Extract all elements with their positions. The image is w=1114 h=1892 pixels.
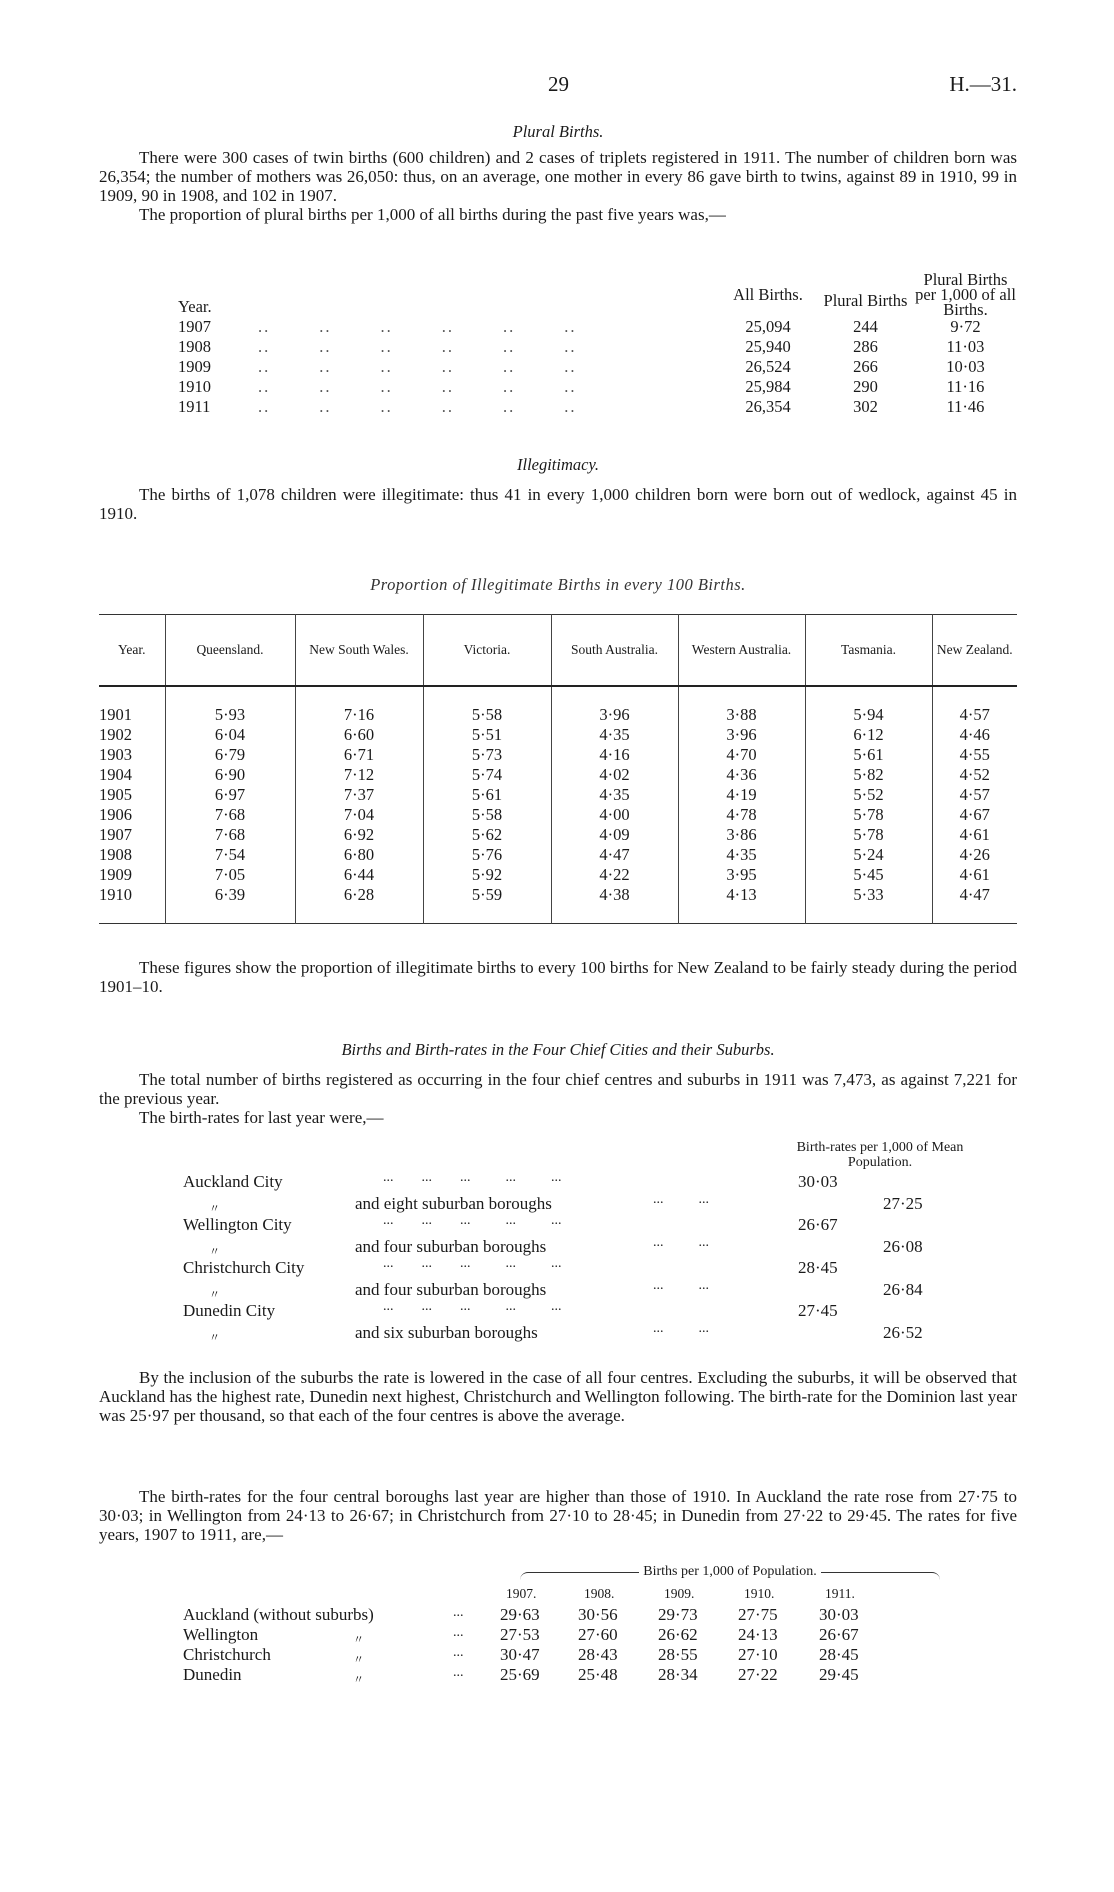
cities-rates-list bbox=[183, 1172, 1003, 1344]
rate-cell: 4·78 bbox=[678, 805, 805, 825]
rate-cell: 5·78 bbox=[805, 805, 932, 825]
dot-leader: .. .. .. .. .. .. bbox=[258, 377, 577, 396]
section-title-cities: Births and Birth-rates in the Four Chief Cities and their Suburbs. bbox=[341, 1040, 775, 1059]
five-year-group-header: Births per 1,000 of Population. bbox=[520, 1572, 940, 1589]
illegitimacy-note: These figures show the proportion of illegitimate births to every 100 births for New Zealand to be fairly steady during the period 1901–10. bbox=[99, 958, 1017, 996]
rate-cell: 25·48 bbox=[578, 1665, 618, 1684]
per-thousand-cell: 11·46 bbox=[946, 397, 985, 416]
column-header: New South Wales. bbox=[295, 615, 423, 687]
ditto-mark: 〃 bbox=[209, 1332, 220, 1344]
rate-cell: 6·90 bbox=[165, 765, 295, 785]
page-number: 29 bbox=[548, 72, 569, 96]
ditto-mark: 〃 bbox=[209, 1289, 220, 1301]
table-row bbox=[99, 805, 1017, 825]
rate-cell: 5·82 bbox=[805, 765, 932, 785]
table-row bbox=[183, 1665, 963, 1685]
year-cell: 1909 bbox=[99, 865, 132, 884]
rate-cell: 4·55 bbox=[932, 745, 1017, 765]
rate-cell: 4·35 bbox=[678, 845, 805, 865]
illegitimacy-table bbox=[99, 614, 1017, 924]
plural-births-cell: 290 bbox=[853, 377, 878, 396]
rate-cell: 6·71 bbox=[295, 745, 423, 765]
table-row bbox=[99, 865, 1017, 885]
table-row bbox=[99, 725, 1017, 745]
rate-cell: 7·68 bbox=[165, 805, 295, 825]
dot-leader: .. .. .. .. .. .. bbox=[258, 397, 577, 416]
dot-leader: ... ... bbox=[653, 1235, 709, 1250]
city-name: Wellington City bbox=[183, 1215, 292, 1234]
dot-leader: ... ... bbox=[653, 1321, 709, 1336]
year-cell: 1907 bbox=[178, 317, 211, 336]
rate-cell: 4·47 bbox=[551, 845, 678, 865]
rate-cell: 27·75 bbox=[738, 1605, 778, 1624]
year-cell: 1904 bbox=[99, 765, 132, 784]
per-thousand-cell: 11·03 bbox=[946, 337, 985, 356]
suburbs-label: and four suburban boroughs bbox=[355, 1237, 547, 1256]
city-name: Wellington bbox=[183, 1625, 259, 1644]
year-cell: 1901 bbox=[99, 705, 132, 724]
year-cell: 1910 bbox=[99, 885, 132, 904]
rate-cell: 26·62 bbox=[658, 1625, 698, 1644]
column-header: Queensland. bbox=[165, 615, 295, 687]
year-header: 1910. bbox=[744, 1586, 775, 1601]
table-row bbox=[183, 1645, 963, 1665]
table-row bbox=[99, 785, 1017, 805]
table-row bbox=[183, 1605, 963, 1625]
rate-cell: 5·45 bbox=[805, 865, 932, 885]
table-row bbox=[178, 397, 1018, 417]
rate-cell: 5·93 bbox=[165, 705, 295, 725]
rate-cell: 4·47 bbox=[932, 885, 1017, 905]
all-births-cell: 25,940 bbox=[745, 337, 791, 356]
rate-cell: 26·67 bbox=[819, 1625, 859, 1644]
year-cell: 1908 bbox=[99, 845, 132, 864]
year-cell: 1905 bbox=[99, 785, 132, 804]
suburbs-row bbox=[183, 1194, 1003, 1215]
table-row bbox=[178, 357, 1018, 377]
column-header: Tasmania. bbox=[805, 615, 932, 687]
rate-cell: 4·70 bbox=[678, 745, 805, 765]
rate-cell: 5·78 bbox=[805, 825, 932, 845]
per-thousand-cell: 11·16 bbox=[946, 377, 985, 396]
table-row bbox=[99, 745, 1017, 765]
rate-cell: 6·28 bbox=[295, 885, 423, 905]
cities-paragraph-3: The birth-rates for the four central boroughs last year are higher than those of 1910. In Auckland the rate rose from 27·75 to 30·03; in Wellington from 24·13 to 26·67; in Christchurch from 27·10 to 28·45; in Dunedin from 27·22 to 29·45. The rates for five years, 1907 to 1911, are,— bbox=[99, 1487, 1017, 1544]
cities-rate-header: Birth-rates per 1,000 of Mean Population. bbox=[796, 1140, 964, 1170]
table-row bbox=[178, 317, 1018, 337]
rate-cell: 5·24 bbox=[805, 845, 932, 865]
rate-cell: 7·54 bbox=[165, 845, 295, 865]
city-row bbox=[183, 1172, 1003, 1194]
city-name: Christchurch bbox=[183, 1645, 271, 1664]
rate-cell: 3·96 bbox=[678, 725, 805, 745]
all-births-cell: 26,524 bbox=[745, 357, 791, 376]
suburbs-row bbox=[183, 1280, 1003, 1301]
city-name: Christchurch City bbox=[183, 1258, 305, 1277]
column-header: Western Australia. bbox=[678, 615, 805, 687]
per-thousand-cell: 10·03 bbox=[946, 357, 985, 376]
rate-cell: 4·67 bbox=[932, 805, 1017, 825]
rate-cell: 28·43 bbox=[578, 1645, 618, 1664]
rate-cell: 4·61 bbox=[932, 825, 1017, 845]
dot-leader: ... ... ... ... ... bbox=[383, 1170, 562, 1185]
dot-leader: ... bbox=[453, 1645, 464, 1660]
all-births-cell: 25,094 bbox=[745, 317, 791, 336]
plural-births-cell: 302 bbox=[853, 397, 878, 416]
table-row bbox=[99, 885, 1017, 905]
rate-cell: 30·47 bbox=[500, 1645, 540, 1664]
rate-cell: 28·34 bbox=[658, 1665, 698, 1684]
plural-births-cell: 266 bbox=[853, 357, 878, 376]
rate-cell: 5·61 bbox=[805, 745, 932, 765]
city-name: Dunedin bbox=[183, 1665, 242, 1684]
rate-cell: 25·69 bbox=[500, 1665, 540, 1684]
year-header: 1909. bbox=[664, 1586, 695, 1601]
table-row bbox=[99, 705, 1017, 725]
rate-cell: 28·45 bbox=[819, 1645, 859, 1664]
rate-cell: 5·73 bbox=[423, 745, 551, 765]
rate-cell: 3·88 bbox=[678, 705, 805, 725]
year-header: 1911. bbox=[825, 1586, 855, 1601]
rate-cell: 6·92 bbox=[295, 825, 423, 845]
rate-cell: 5·94 bbox=[805, 705, 932, 725]
city-rate: 26·67 bbox=[798, 1215, 838, 1234]
rate-cell: 4·13 bbox=[678, 885, 805, 905]
illegitimacy-table-title: Proportion of Illegitimate Births in every 100 Births. bbox=[370, 575, 746, 594]
header-year: Year. bbox=[178, 297, 212, 316]
year-header: 1907. bbox=[506, 1586, 537, 1601]
rate-cell: 6·60 bbox=[295, 725, 423, 745]
rate-cell: 5·76 bbox=[423, 845, 551, 865]
ditto-mark: 〃 bbox=[209, 1246, 220, 1258]
table-row bbox=[178, 337, 1018, 357]
per-thousand-cell: 9·72 bbox=[950, 317, 981, 336]
header-plural-births: Plural Births bbox=[823, 291, 908, 310]
ditto-mark: 〃 bbox=[353, 1654, 364, 1666]
rate-cell: 29·63 bbox=[500, 1605, 540, 1624]
rate-cell: 4·22 bbox=[551, 865, 678, 885]
rate-cell: 27·22 bbox=[738, 1665, 778, 1684]
rate-cell: 3·95 bbox=[678, 865, 805, 885]
table-row bbox=[99, 845, 1017, 865]
city-row bbox=[183, 1301, 1003, 1323]
suburbs-rate: 26·52 bbox=[883, 1323, 923, 1342]
rate-cell: 4·16 bbox=[551, 745, 678, 765]
plural-births-cell: 244 bbox=[853, 317, 878, 336]
dot-leader: ... ... ... ... ... bbox=[383, 1256, 562, 1271]
rate-cell: 27·60 bbox=[578, 1625, 618, 1644]
rate-cell: 5·58 bbox=[423, 805, 551, 825]
suburbs-label: and four suburban boroughs bbox=[355, 1280, 547, 1299]
rate-cell: 4·36 bbox=[678, 765, 805, 785]
section-title-illegitimacy: Illegitimacy. bbox=[516, 455, 600, 474]
cities-paragraph-2: By the inclusion of the suburbs the rate is lowered in the case of all four centres. Excluding the suburbs, it will be observed that Auckland has the highest rate, Dunedin next highest, Christchurch and Wellington following. The birth-rate for the Dominion last year was 25·97 per thousand, so that each of the four centres is above the average. bbox=[99, 1368, 1017, 1425]
table-row bbox=[178, 377, 1018, 397]
rate-cell: 4·35 bbox=[551, 725, 678, 745]
rate-cell: 27·53 bbox=[500, 1625, 540, 1644]
rate-cell: 4·26 bbox=[932, 845, 1017, 865]
rate-cell: 6·80 bbox=[295, 845, 423, 865]
rate-cell: 4·35 bbox=[551, 785, 678, 805]
dot-leader: .. .. .. .. .. .. bbox=[258, 357, 577, 376]
rate-cell: 4·61 bbox=[932, 865, 1017, 885]
rate-cell: 6·39 bbox=[165, 885, 295, 905]
dot-leader: ... bbox=[453, 1625, 464, 1640]
year-cell: 1902 bbox=[99, 725, 132, 744]
city-row bbox=[183, 1258, 1003, 1280]
rate-cell: 5·61 bbox=[423, 785, 551, 805]
year-cell: 1909 bbox=[178, 357, 211, 376]
rate-cell: 30·03 bbox=[819, 1605, 859, 1624]
dot-leader: .. .. .. .. .. .. bbox=[258, 317, 577, 336]
rate-cell: 24·13 bbox=[738, 1625, 778, 1644]
header-per-thousand: Plural Births per 1,000 of all Births. bbox=[915, 270, 1016, 319]
rate-cell: 4·00 bbox=[551, 805, 678, 825]
rate-cell: 7·68 bbox=[165, 825, 295, 845]
column-header: Victoria. bbox=[423, 615, 551, 687]
year-cell: 1907 bbox=[99, 825, 132, 844]
rate-cell: 5·59 bbox=[423, 885, 551, 905]
dot-leader: ... ... ... ... ... bbox=[383, 1299, 562, 1314]
rate-cell: 4·57 bbox=[932, 705, 1017, 725]
suburbs-rate: 27·25 bbox=[883, 1194, 923, 1213]
rate-cell: 5·74 bbox=[423, 765, 551, 785]
all-births-cell: 25,984 bbox=[745, 377, 791, 396]
city-rate: 27·45 bbox=[798, 1301, 838, 1320]
rate-cell: 7·04 bbox=[295, 805, 423, 825]
five-year-table bbox=[183, 1583, 963, 1685]
dot-leader: ... bbox=[453, 1665, 464, 1680]
suburbs-rate: 26·08 bbox=[883, 1237, 923, 1256]
rate-cell: 5·62 bbox=[423, 825, 551, 845]
dot-leader: ... bbox=[453, 1605, 464, 1620]
rate-cell: 6·44 bbox=[295, 865, 423, 885]
rate-cell: 4·57 bbox=[932, 785, 1017, 805]
rate-cell: 28·55 bbox=[658, 1645, 698, 1664]
rate-cell: 30·56 bbox=[578, 1605, 618, 1624]
dot-leader: ... ... bbox=[653, 1278, 709, 1293]
rate-cell: 7·05 bbox=[165, 865, 295, 885]
dot-leader: ... ... ... ... ... bbox=[383, 1213, 562, 1228]
cities-paragraph: The total number of births registered as occurring in the four chief centres and suburbs in 1911 was 7,473, as against 7,221 for the previous year. bbox=[99, 1070, 1017, 1108]
column-header: South Australia. bbox=[551, 615, 678, 687]
rate-cell: 5·58 bbox=[423, 705, 551, 725]
rate-cell: 4·46 bbox=[932, 725, 1017, 745]
city-rate: 28·45 bbox=[798, 1258, 838, 1277]
suburbs-row bbox=[183, 1237, 1003, 1258]
city-name: Dunedin City bbox=[183, 1301, 276, 1320]
all-births-cell: 26,354 bbox=[745, 397, 791, 416]
column-header: Year. bbox=[117, 642, 146, 657]
table-row bbox=[99, 825, 1017, 845]
rate-cell: 6·04 bbox=[165, 725, 295, 745]
table-row bbox=[183, 1625, 963, 1645]
rate-cell: 5·33 bbox=[805, 885, 932, 905]
ditto-mark: 〃 bbox=[353, 1674, 364, 1686]
cities-intro: The birth-rates for last year were,— bbox=[139, 1108, 384, 1127]
rate-cell: 3·96 bbox=[551, 705, 678, 725]
rate-cell: 4·38 bbox=[551, 885, 678, 905]
rate-cell: 6·97 bbox=[165, 785, 295, 805]
plural-births-table bbox=[178, 262, 1018, 417]
rate-cell: 5·51 bbox=[423, 725, 551, 745]
rate-cell: 7·16 bbox=[295, 705, 423, 725]
rate-cell: 5·52 bbox=[805, 785, 932, 805]
year-cell: 1906 bbox=[99, 805, 132, 824]
dot-leader: ... ... bbox=[653, 1192, 709, 1207]
year-cell: 1908 bbox=[178, 337, 211, 356]
rate-cell: 29·45 bbox=[819, 1665, 859, 1684]
rate-cell: 7·12 bbox=[295, 765, 423, 785]
rate-cell: 6·12 bbox=[805, 725, 932, 745]
table-row bbox=[99, 765, 1017, 785]
city-row bbox=[183, 1215, 1003, 1237]
rate-cell: 6·79 bbox=[165, 745, 295, 765]
suburbs-label: and eight suburban boroughs bbox=[355, 1194, 552, 1213]
suburbs-label: and six suburban boroughs bbox=[355, 1323, 538, 1342]
year-cell: 1903 bbox=[99, 745, 132, 764]
suburbs-row bbox=[183, 1323, 1003, 1344]
illegitimacy-paragraph: The births of 1,078 children were illegitimate: thus 41 in every 1,000 children born were born out of wedlock, against 45 in 1910. bbox=[99, 485, 1017, 523]
city-rate: 30·03 bbox=[798, 1172, 838, 1191]
year-cell: 1911 bbox=[178, 397, 211, 416]
plural-births-paragraph: There were 300 cases of twin births (600 children) and 2 cases of triplets registered in 1911. The number of children born was 26,354; the number of mothers was 26,050: thus, on an average, one mother in every 86 gave birth to twins, against 89 in 1910, 99 in 1909, 90 in 1908, and 102 in 1907. bbox=[99, 148, 1017, 205]
plural-births-intro: The proportion of plural births per 1,000 of all births during the past five years was,— bbox=[139, 205, 726, 224]
header-all-births: All Births. bbox=[733, 285, 803, 304]
rate-cell: 5·92 bbox=[423, 865, 551, 885]
column-header: New Zealand. bbox=[932, 615, 1017, 687]
section-title-plural-births: Plural Births. bbox=[512, 122, 604, 141]
suburbs-rate: 26·84 bbox=[883, 1280, 923, 1299]
dot-leader: .. .. .. .. .. .. bbox=[258, 337, 577, 356]
rate-cell: 4·19 bbox=[678, 785, 805, 805]
report-reference: H.—31. bbox=[949, 72, 1017, 96]
year-cell: 1910 bbox=[178, 377, 211, 396]
ditto-mark: 〃 bbox=[353, 1634, 364, 1646]
rate-cell: 4·02 bbox=[551, 765, 678, 785]
rate-cell: 29·73 bbox=[658, 1605, 698, 1624]
rate-cell: 4·52 bbox=[932, 765, 1017, 785]
rate-cell: 3·86 bbox=[678, 825, 805, 845]
rate-cell: 27·10 bbox=[738, 1645, 778, 1664]
rate-cell: 4·09 bbox=[551, 825, 678, 845]
year-header: 1908. bbox=[584, 1586, 615, 1601]
city-name: Auckland (without suburbs) bbox=[183, 1605, 374, 1624]
ditto-mark: 〃 bbox=[209, 1203, 220, 1215]
rate-cell: 7·37 bbox=[295, 785, 423, 805]
plural-births-cell: 286 bbox=[853, 337, 878, 356]
city-name: Auckland City bbox=[183, 1172, 283, 1191]
